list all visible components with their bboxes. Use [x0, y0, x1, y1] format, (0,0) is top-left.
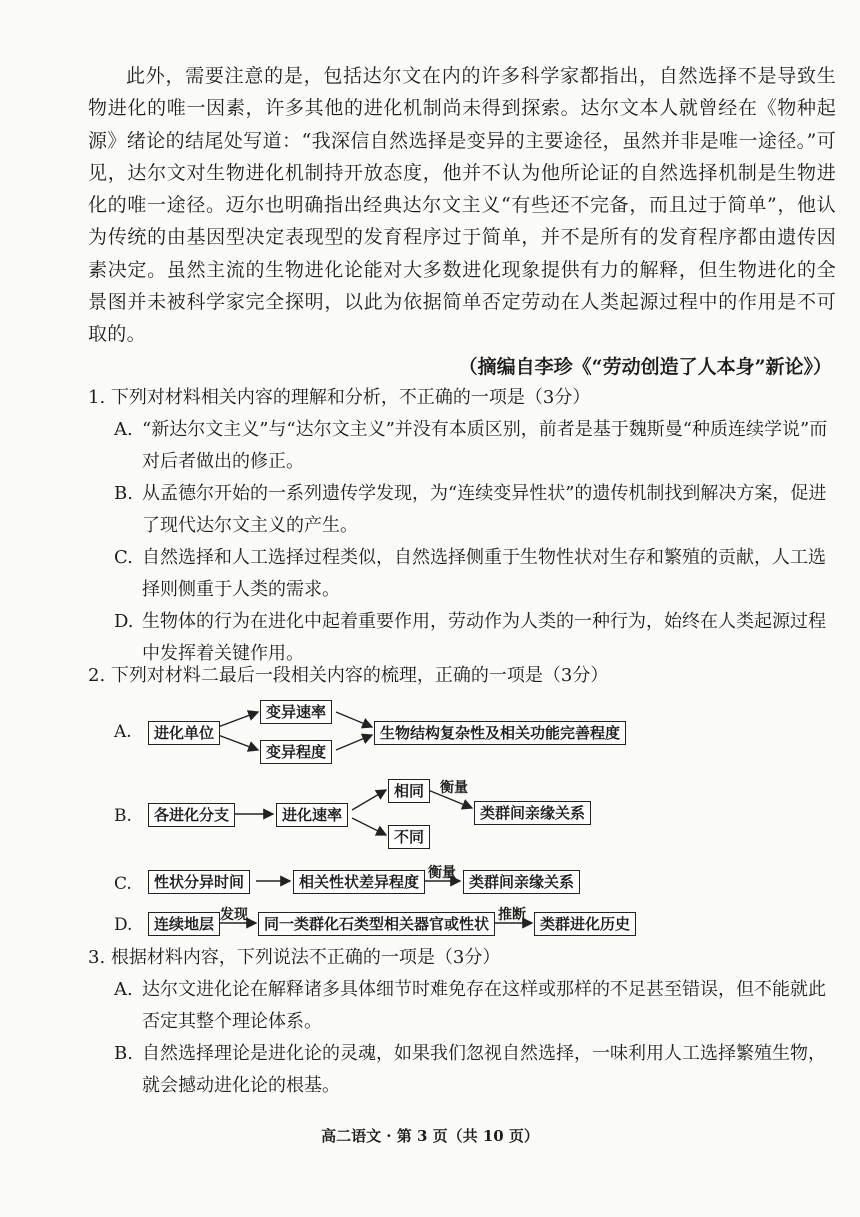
diagram-c-node-time: 性状分异时间 — [148, 870, 250, 894]
diagram-a-node-rate: 变异速率 — [260, 700, 332, 724]
question-1-option-a[interactable]: A. “新达尔文主义”与“达尔文主义”并没有本质区别，前者是基于魏斯曼“种质连续学说”而对后者做出的修正。 — [114, 419, 828, 472]
diagram-b-node-branches: 各进化分支 — [148, 803, 235, 827]
question-1-option-b[interactable]: B. 从孟德尔开始的一系列遗传学发现，为“连续变异性状”的遗传机制找到解决方案，促进了现代达尔文主义的产生。 — [114, 483, 827, 536]
diagram-d-edge-infer: 推断 — [498, 907, 526, 923]
diagram-b-node-kinship: 类群间亲缘关系 — [474, 801, 591, 825]
diagram-a-node-degree: 变异程度 — [260, 740, 332, 764]
diagram-d-node-history: 类群进化历史 — [534, 912, 636, 936]
question-2-title: 2. 下列对材料二最后一段相关内容的梳理，正确的一项是（3分） — [88, 665, 609, 686]
diagram-c-node-kinship: 类群间亲缘关系 — [463, 870, 580, 894]
passage-source: （摘编自李珍《“劳动创造了人本身”新论》） — [458, 356, 832, 378]
question-1-title: 1. 下列对材料相关内容的理解和分析，不正确的一项是（3分） — [88, 387, 591, 408]
diagram-b-label[interactable]: B. — [114, 806, 132, 826]
diagram-b-node-different: 不同 — [388, 825, 430, 849]
question-1-option-c[interactable]: C. 自然选择和人工选择过程类似，自然选择侧重于生物性状对生存和繁殖的贡献，人工选择则侧重于人类的需求。 — [114, 547, 826, 600]
page-footer: 高二语文 · 第 3 页（共 10 页） — [321, 1127, 539, 1145]
question-2 — [88, 660, 836, 692]
diagram-a-node-unit: 进化单位 — [148, 721, 220, 745]
diagram-c-label[interactable]: C. — [114, 874, 132, 894]
diagram-a-label[interactable]: A. — [114, 722, 132, 742]
question-3-title: 3. 根据材料内容，下列说法不正确的一项是（3分） — [88, 947, 501, 968]
passage-paragraph: 此外，需要注意的是，包括达尔文在内的许多科学家都指出，自然选择不是导致生物进化的唯一因素，许多其他的进化机制尚未得到探索。达尔文本人就曾经在《物种起源》绪论的结尾处写道：“我深信自然选择是变异的主要途径，虽然并非是唯一途径。”可见，达尔文对生物进化机制持开放态度，他并不认为他所论证的自然选择机制是生物进化的唯一途径。迈尔也明确指出经典达尔文主义“有些还不完备，而且过于简单”，他认为传统的由基因型决定表现型的发育程序过于简单，并不是所有的发育程序都由遗传因素决定。虽然主流的生物进化论能对大多数进化现象提供有力的解释，但生物进化的全景图并未被科学家完全探明，以此为依据简单否定劳动在人类起源过程中的作用是不可取的。 — [88, 65, 836, 346]
question-3-option-a[interactable]: A. 达尔文进化论在解释诸多具体细节时难免存在这样或那样的不足甚至错误，但不能就此否定其整个理论体系。 — [114, 979, 826, 1032]
question-1 — [88, 382, 836, 670]
question-1-option-d[interactable]: D. 生物体的行为在进化中起着重要作用，劳动作为人类的一种行为，始终在人类起源过程中发挥着关键作用。 — [114, 611, 826, 664]
question-3 — [88, 942, 836, 1102]
diagram-d-label[interactable]: D. — [114, 915, 133, 935]
diagram-d-edge-discover: 发现 — [220, 907, 248, 923]
diagram-c-edge-label: 衡量 — [428, 865, 456, 881]
diagram-a-node-complexity: 生物结构复杂性及相关功能完善程度 — [374, 721, 626, 745]
question-2-diagrams — [88, 690, 848, 940]
diagram-c-node-difference: 相关性状差异程度 — [293, 870, 425, 894]
diagram-b-node-same: 相同 — [388, 779, 430, 803]
diagram-b-edge-label: 衡量 — [440, 780, 468, 796]
diagram-d-node-fossil: 同一类群化石类型相关器官或性状 — [258, 912, 495, 936]
question-3-option-b[interactable]: B. 自然选择理论是进化论的灵魂，如果我们忽视自然选择，一味利用人工选择繁殖生物，就会撼动进化论的根基。 — [114, 1043, 826, 1096]
reading-passage — [88, 60, 836, 351]
diagram-b-node-rate: 进化速率 — [276, 803, 348, 827]
diagram-d-node-strata: 连续地层 — [148, 912, 220, 936]
